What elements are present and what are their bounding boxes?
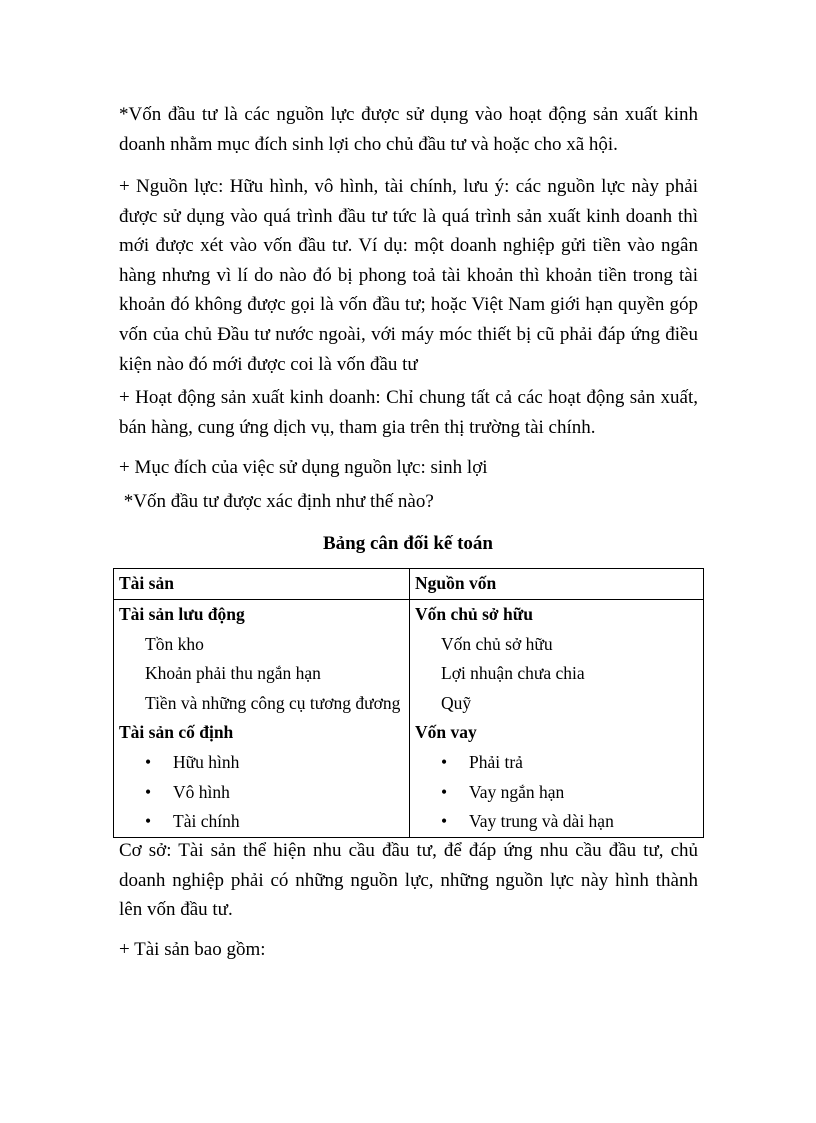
fixed-assets-title: Tài sản cố định: [119, 722, 234, 743]
bullet-icon: •: [145, 751, 152, 772]
list-item: Quỹ: [441, 692, 472, 713]
equity-title: Vốn chủ sở hữu: [415, 604, 533, 624]
list-item-label: Vay ngắn hạn: [469, 781, 565, 802]
bullet-icon: •: [441, 781, 448, 802]
list-item: [119, 807, 404, 837]
bullet-icon: •: [145, 781, 152, 802]
list-item-label: Phải trả: [469, 751, 523, 772]
list-item: Lợi nhuận chưa chia: [441, 663, 585, 684]
list-item-label: Vô hình: [173, 781, 230, 802]
list-item: Tồn kho: [145, 633, 204, 654]
assets-cell: [114, 600, 410, 838]
capital-cell: [410, 600, 704, 838]
paragraph-basis: Cơ sở: Tài sản thể hiện nhu cầu đầu tư, để đáp ứng nhu cầu đầu tư, chủ doanh nghiệp phải có những nguồn lực, những nguồn lực này hình thành lên vốn đầu tư.: [119, 840, 698, 921]
header-assets: Tài sản: [114, 569, 410, 600]
table-body-row: [114, 600, 704, 838]
paragraph-definition: *Vốn đầu tư là các nguồn lực được sử dụng vào hoạt động sản xuất kinh doanh nhằm mục đích sinh lợi cho chủ đầu tư và hoặc cho xã hội.: [119, 104, 698, 155]
list-item: [415, 748, 698, 778]
balance-sheet-table: [113, 568, 704, 838]
list-item: Tiền và những công cụ tương đương: [145, 692, 401, 713]
paragraph-question: *Vốn đầu tư được xác định như thế nào?: [119, 491, 434, 512]
list-item: Vốn chủ sở hữu: [441, 633, 553, 654]
list-item-label: Vay trung và dài hạn: [469, 811, 614, 832]
list-item: [119, 778, 404, 808]
bullet-icon: •: [441, 751, 448, 772]
bullet-icon: •: [441, 811, 448, 832]
paragraph-resources: + Nguồn lực: Hữu hình, vô hình, tài chính, lưu ý: các nguồn lực này phải được sử dụng vào quá trình đầu tư tức là quá trình sản xuất kinh doanh thì mới được xét vào vốn đầu tư. Ví dụ: một doanh nghiệp gửi tiền vào ngân hàng nhưng vì lí do nào đó bị phong toả tài khoản thì khoản tiền trong tài khoản đó không được gọi là vốn đầu tư; hoặc Việt Nam giới hạn quyền góp vốn của chủ Đầu tư nước ngoài, với máy móc thiết bị cũ phải đáp ứng điều kiện nào đó mới được coi là vốn đầu tư: [119, 176, 698, 375]
list-item: [415, 807, 698, 837]
current-assets-title: Tài sản lưu động: [119, 604, 245, 624]
list-item: Khoản phải thu ngắn hạn: [145, 663, 321, 684]
paragraph-assets-include: + Tài sản bao gồm:: [119, 939, 266, 960]
list-item: [119, 748, 404, 778]
list-item-label: Tài chính: [173, 811, 240, 832]
list-item-label: Hữu hình: [173, 751, 240, 772]
list-item: [415, 778, 698, 808]
paragraph-business-activity: + Hoạt động sản xuất kinh doanh: Chỉ chung tất cả các hoạt động sản xuất, bán hàng, cung ứng dịch vụ, tham gia trên thị trường tài chính.: [119, 387, 698, 438]
paragraph-purpose: + Mục đích của việc sử dụng nguồn lực: sinh lợi: [119, 457, 488, 478]
table-header-row: [114, 569, 704, 600]
header-capital-sources: Nguồn vốn: [410, 569, 704, 600]
bullet-icon: •: [145, 811, 152, 832]
loan-capital-title: Vốn vay: [415, 722, 477, 743]
table-title: Bảng cân đối kế toán: [323, 533, 493, 554]
